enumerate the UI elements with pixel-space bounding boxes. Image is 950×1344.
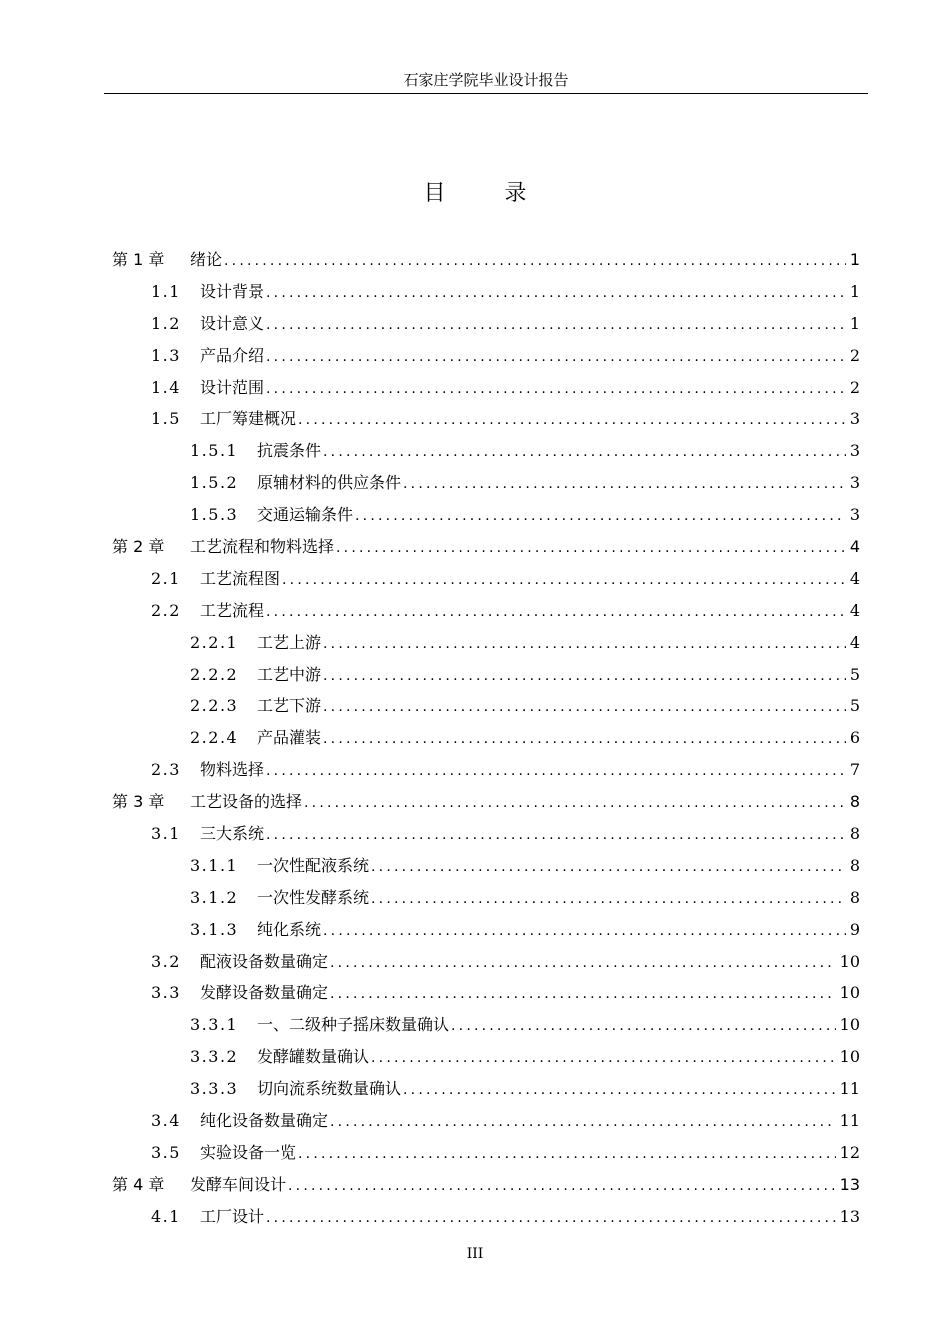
toc-entry-title: 工厂设计 (200, 1206, 265, 1226)
toc-dot-leader (323, 629, 846, 661)
toc-entry-number: 3.3.1 (190, 1015, 239, 1035)
toc-dot-leader (323, 437, 846, 469)
toc-entry-number: 1.4 (151, 377, 181, 397)
toc-entry[interactable] (112, 977, 860, 1009)
toc-entry[interactable] (112, 850, 860, 882)
page-number: III (466, 1246, 484, 1262)
toc-entry-title: 工艺中游 (257, 664, 322, 684)
toc-dot-leader (330, 979, 836, 1011)
toc-dot-leader (282, 565, 846, 597)
toc-entry[interactable] (112, 276, 860, 308)
toc-dot-leader (323, 916, 846, 948)
toc-entry-page: 11 (839, 1079, 860, 1099)
toc-entry-number: 3.1 (151, 824, 181, 844)
toc-dot-leader (224, 246, 846, 278)
toc-entry-title: 工艺流程和物料选择 (190, 537, 335, 557)
header-rule (104, 93, 868, 94)
toc-entry-number: 2.3 (151, 760, 181, 780)
toc-entry-number: 2.2.2 (190, 664, 239, 684)
toc-entry[interactable] (112, 1041, 860, 1073)
toc-entry[interactable] (112, 595, 860, 627)
toc-entry-title: 三大系统 (200, 824, 265, 844)
toc-entry-page: 4 (849, 632, 860, 652)
toc-entry-title: 纯化系统 (257, 919, 322, 939)
toc-entry-number: 1.5.1 (190, 441, 239, 461)
toc-entry-number: 1.2 (151, 313, 181, 333)
toc-entry-page: 10 (839, 951, 860, 971)
toc-entry-number: 4.1 (151, 1206, 181, 1226)
toc-entry-page: 10 (839, 983, 860, 1003)
toc-dot-leader (288, 1171, 836, 1203)
toc-entry[interactable] (112, 531, 860, 563)
toc-entry-page: 3 (849, 473, 860, 493)
toc-entry-number: 1.5 (151, 409, 181, 429)
toc-entry-title: 工艺流程 (200, 600, 265, 620)
toc-entry-page: 11 (839, 1111, 860, 1131)
toc-dot-leader (266, 310, 846, 342)
toc-entry[interactable] (112, 340, 860, 372)
toc-dot-leader (355, 501, 846, 533)
toc-entry-page: 9 (849, 919, 860, 939)
toc-entry-title: 工艺流程图 (200, 568, 281, 588)
toc-entry-title: 设计背景 (200, 281, 265, 301)
toc-entry[interactable] (112, 308, 860, 340)
toc-entry-number: 3.5 (151, 1142, 181, 1162)
toc-dot-leader (266, 342, 846, 374)
toc-entry[interactable] (112, 882, 860, 914)
toc-entry-number: 1.5.3 (190, 505, 239, 525)
toc-entry-page: 2 (849, 345, 860, 365)
toc-entry-title: 实验设备一览 (200, 1142, 297, 1162)
toc-entry[interactable] (112, 722, 860, 754)
toc-entry-page: 6 (849, 728, 860, 748)
toc-entry-page: 8 (849, 887, 860, 907)
toc-entry[interactable] (112, 244, 860, 276)
toc-entry-title: 工艺设备的选择 (190, 792, 303, 812)
toc-entry-title: 物料选择 (200, 760, 265, 780)
toc-entry-page: 13 (839, 1174, 860, 1194)
toc-entry-title: 一、二级种子摇床数量确认 (257, 1015, 450, 1035)
toc-entry-number: 1.1 (151, 281, 181, 301)
toc-entry-page: 10 (839, 1047, 860, 1067)
toc-entry-number: 3.2 (151, 951, 181, 971)
toc-entry[interactable] (112, 627, 860, 659)
toc-dot-leader (298, 405, 846, 437)
toc-entry-number: 3.3.3 (190, 1079, 239, 1099)
toc-dot-leader (403, 469, 846, 501)
toc-dot-leader (323, 724, 846, 756)
toc-dot-leader (323, 661, 846, 693)
toc-entry-page: 1 (849, 313, 860, 333)
toc-dot-leader (371, 1043, 836, 1075)
toc-dot-leader (403, 1075, 836, 1107)
toc-entry[interactable] (112, 754, 860, 786)
toc-entry-number: 2.2 (151, 600, 181, 620)
toc-entry[interactable] (112, 946, 860, 978)
toc-entry-title: 交通运输条件 (257, 505, 354, 525)
toc-dot-leader (266, 1203, 836, 1235)
toc-entry-title: 工厂筹建概况 (200, 409, 297, 429)
toc-entry-page: 8 (849, 792, 860, 812)
toc-entry-page: 3 (849, 409, 860, 429)
toc-entry-page: 4 (849, 568, 860, 588)
toc-entry-page: 1 (849, 281, 860, 301)
toc-entry-page: 7 (849, 760, 860, 780)
toc-entry-page: 4 (849, 537, 860, 557)
toc-entry[interactable] (112, 1009, 860, 1041)
toc-entry-number: 3.3.2 (190, 1047, 239, 1067)
toc-entry[interactable] (112, 914, 860, 946)
toc-entry-number: 3.4 (151, 1111, 181, 1131)
toc-entry-page: 8 (849, 824, 860, 844)
toc-entry[interactable] (112, 372, 860, 404)
toc-entry-title: 抗震条件 (257, 441, 322, 461)
toc-dot-leader (266, 374, 846, 406)
toc-entry-page: 10 (839, 1015, 860, 1035)
toc-dot-leader (266, 278, 846, 310)
toc-entry[interactable] (112, 659, 860, 691)
toc-title: 目 录 (423, 181, 553, 206)
toc-dot-leader (330, 1107, 836, 1139)
toc-entry-page: 4 (849, 600, 860, 620)
toc-entry-number: 3.3 (151, 983, 181, 1003)
toc-entry[interactable] (112, 786, 860, 818)
toc-entry[interactable] (112, 1201, 860, 1233)
toc-entry[interactable] (112, 1105, 860, 1137)
toc-entry-title: 产品介绍 (200, 345, 265, 365)
toc-entry[interactable] (112, 403, 860, 435)
toc-entry-title: 发酵车间设计 (190, 1174, 287, 1194)
toc-dot-leader (336, 533, 846, 565)
toc-dot-leader (451, 1011, 836, 1043)
toc-entry-title: 工艺下游 (257, 696, 322, 716)
toc-entry-number: 第 2 章 (112, 537, 165, 557)
toc-entry-number: 3.1.2 (190, 887, 239, 907)
toc-dot-leader (371, 852, 846, 884)
toc-entry-title: 产品灌装 (257, 728, 322, 748)
toc-entry-number: 2.1 (151, 568, 181, 588)
toc-entry-page: 3 (849, 441, 860, 461)
toc-entry-number: 第 1 章 (112, 250, 165, 269)
toc-entry-page: 13 (839, 1206, 860, 1226)
toc-dot-leader (266, 820, 846, 852)
toc-entry-title: 发酵罐数量确认 (257, 1047, 370, 1067)
toc-entry-number: 2.2.3 (190, 696, 239, 716)
toc-entry-title: 一次性配液系统 (257, 855, 370, 875)
toc-dot-leader (371, 884, 846, 916)
toc-entry-title: 工艺上游 (257, 632, 322, 652)
toc-entry[interactable] (112, 690, 860, 722)
toc-entry[interactable] (112, 1073, 860, 1105)
toc-dot-leader (304, 788, 846, 820)
toc-entry-number: 第 3 章 (112, 792, 165, 812)
toc-entry-title: 配液设备数量确定 (200, 951, 329, 971)
toc-entry-title: 切向流系统数量确认 (257, 1079, 402, 1099)
toc-entry[interactable] (112, 499, 860, 531)
toc-dot-leader (266, 756, 846, 788)
toc-dot-leader (266, 597, 846, 629)
toc-entry[interactable] (112, 1137, 860, 1169)
toc-entry-title: 一次性发酵系统 (257, 887, 370, 907)
table-of-contents (112, 244, 860, 1233)
toc-entry-page: 3 (849, 505, 860, 525)
toc-entry-number: 1.3 (151, 345, 181, 365)
toc-entry-number: 1.5.2 (190, 473, 239, 493)
toc-entry-page: 1 (849, 250, 860, 269)
toc-entry-page: 12 (839, 1142, 860, 1162)
toc-entry[interactable] (112, 435, 860, 467)
toc-entry-page: 2 (849, 377, 860, 397)
toc-entry-page: 8 (849, 855, 860, 875)
toc-entry[interactable] (112, 467, 860, 499)
toc-entry[interactable] (112, 563, 860, 595)
toc-entry-number: 2.2.4 (190, 728, 239, 748)
toc-dot-leader (330, 948, 836, 980)
toc-entry-page: 5 (849, 696, 860, 716)
toc-entry-title: 纯化设备数量确定 (200, 1111, 329, 1131)
toc-entry-number: 3.1.1 (190, 855, 239, 875)
toc-dot-leader (298, 1139, 836, 1171)
toc-entry-title: 绪论 (190, 250, 223, 269)
toc-dot-leader (323, 692, 846, 724)
toc-entry-number: 2.2.1 (190, 632, 239, 652)
toc-entry-number: 3.1.3 (190, 919, 239, 939)
toc-entry-number: 第 4 章 (112, 1174, 165, 1194)
toc-entry-title: 原辅材料的供应条件 (257, 473, 402, 493)
toc-entry[interactable] (112, 818, 860, 850)
toc-entry[interactable] (112, 1169, 860, 1201)
toc-entry-title: 设计意义 (200, 313, 265, 333)
running-header: 石家庄学院毕业设计报告 (403, 71, 569, 89)
toc-entry-page: 5 (849, 664, 860, 684)
toc-entry-title: 发酵设备数量确定 (200, 983, 329, 1003)
toc-entry-title: 设计范围 (200, 377, 265, 397)
